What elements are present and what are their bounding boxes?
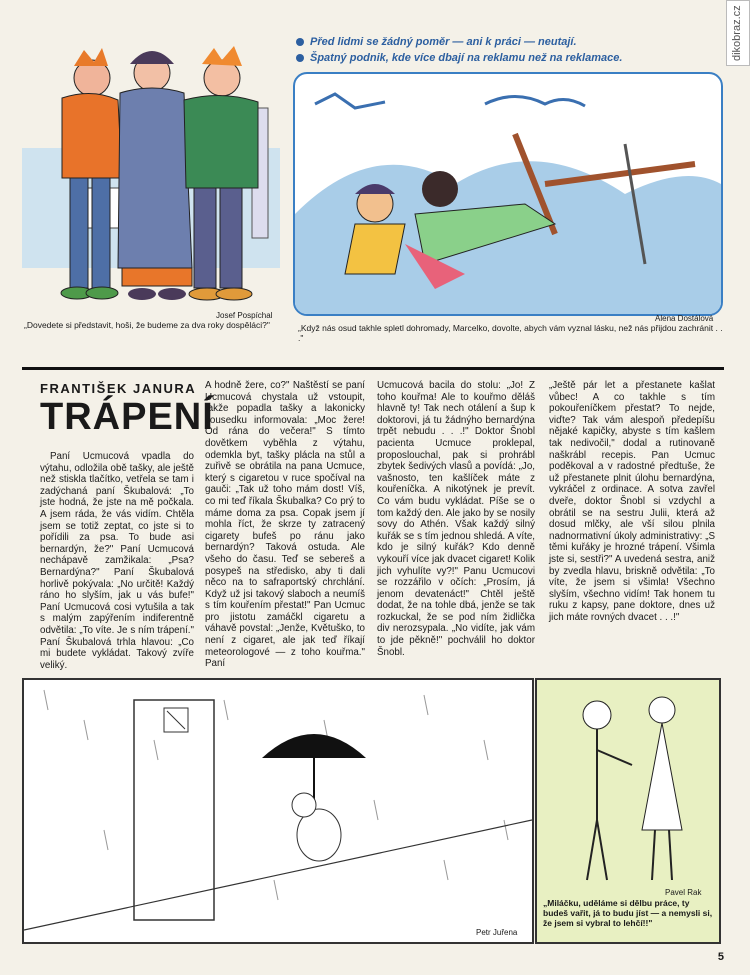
story-column-1	[40, 451, 194, 671]
story-title: TRÁPENÍ	[40, 396, 214, 438]
page-number: 5	[717, 951, 724, 963]
cartoon4-author: Pavel Rak	[665, 888, 702, 897]
story-column-2	[205, 380, 365, 670]
cartoon-couple	[535, 678, 721, 944]
cartoon2-caption: „Když nás osud takhle spletl dohromady, Marcelko, dovolte, abych vám vyznal lásku, než nás přijdou zachránit . . ."	[298, 323, 723, 343]
cartoon-three-boys	[22, 38, 280, 310]
cartoon3-author: Petr Juřena	[476, 928, 518, 937]
story-text-col3: Ucmucová bacila do stolu: „Jo! Z toho kouřma! Ale to kouřmo děláš hlavně ty! Tak nech otálení a šup k doktorovi, já tu žádnýho bernardýna trpět nebudu . . .!" Doktor Šnobl pacienta Ucmuce proklepal, proposlouchal, pak si prohrábl zbytek šedivých vlasů a povídá: „Jo, vašnosto, ten kašlíček máte z kouřeníčka. A nikotýnek je prevít. Co vám budu vykládat. Píše se o tom každý den. Ale jako by se nosily sovy do Athén. Však každý silný kuřák se s tím jednou shledá. A víte, kdo je silný kuřák? Kdo denně vykouří více jak dvacet cigaret! Kolik jich vyhulíte vy?!" Panu Ucmucovi se rozzářilo v očích: „Prosím, já jenom devatenáct!" Chtěl ještě dodat, že na tohle dbá, jenže se tak rozkuckal, že se pod ním židlička div nerozsypala. „No vidíte, jak vám to jde pěkně!" pochválil ho doktor Šnobl.	[377, 380, 535, 658]
story-text-col2: A hodně žere, co?" Naštěstí se paní Ucmucová chystala už vstoupit, takže popadla tašky a lakonicky sousedku informovala: „Moc žere! Od rána do večera!" S tímto dovětkem vyběhla z výtahu, odemkla byt, tašky plácla na stůl a zuřivě se obrátila na pana Ucmuce, který s cigaretou v ruce spočíval na gauči: „Tak už toho mám dost! Víš, co mi teď říkala Škubalka? Co prý to máme doma za psa. Copak jsem jí mohla říct, že skrze ty zatracený cigarety bufeš po ránu jako bernardýn? Taková ostuda. Ale všeho do času. Teď se sebereš a posypeš na středisko, aby ti dali něco na to safraportský chrchlání. Když už jsi takový slaboch a neumíš s tím kouřením přestat!" Pan Ucmuc pro jistotu zamáčkl cigaretu a váhavě povstal: „Jenže, Květuško, to není z cigaret, ale jak teď říkají meteorologové — z toho kouřma." Paní	[205, 380, 365, 670]
section-divider	[22, 367, 724, 370]
story-text-col1: Paní Ucmucová vpadla do výtahu, odložila obě tašky, ale ještě než stiskla tlačítko, vetřela se tam i zadýchaná paní Škubalová: „To jste hodná, že jste na mě počkala. A jsem ráda, že vás vidím. Chtěla jsem se totiž zeptat, co jste si to pořídili za psa. To bude asi bernardýn, že?" Paní Ucmucová nechápavě zamžikala: „Psa? Bernardýna?" Paní Škubalová horlivě pokývala: „No určitě! Každý ráno ho slyším, jak u vás bufe!" Paní Ucmucová cosi vytušila a tak s malým zapýřením indiferentně odvětila: „To víte. Je s ním trápení." Paní Škubalová trhla hlavou: „Co mi budete vykládat. Takový zvíře veliký.	[40, 451, 194, 671]
cartoon4-caption: „Miláčku, uděláme si dělbu práce, ty budeš vařit, já to budu jíst — a nemysli si, že jsem si vybral to lehčí!!"	[543, 898, 713, 928]
cartoon-dog-umbrella	[22, 678, 534, 944]
skiers-illustration	[295, 74, 721, 314]
story-text-col4: „Ještě pár let a přestanete kašlat vůbec! A co takhle s tím pokouřeníčkem přestat? To nejde, viďte? Tak vám alespoň předepíšu nějaké kapičky, abyste s tím kašlem tak nedivočil," dodal a rutinovaně naškrábl recepis. Pan Ucmuc poděkoval a v radostné předtuše, že už přestanete plnit úlohu bernardýna, vykráčel z ordinace. A sotva zavřel dveře, doktor Šnobl si vzdychl a obrátil se na sestru Julii, která až dosud mlčky, ale vší silou plnila nadnormativní úkoly administrativy: „S těmi kuřáky je hrozné trápení. Všimla jste si, sestři?" A uvedená sestra, aniž by zvedla hlavu, briskně odvětila: „To víte, že jsem si všimla! Všechno slyším, všechno vidím! Tak honem tu ruku z kapsy, pane doktore, dnes už jich máte rovných dvacet . . .!"	[549, 380, 715, 623]
story-column-4	[549, 380, 715, 623]
story-author: FRANTIŠEK JANURA	[40, 381, 197, 396]
story-column-3	[377, 380, 535, 658]
cartoon-skiers	[293, 72, 723, 316]
epigrams	[296, 34, 716, 66]
dog-umbrella-illustration	[24, 680, 532, 942]
three-boys-illustration	[22, 38, 280, 310]
cartoon1-caption: „Dovedete si představit, hoši, že budeme za dva roky dospěláci?"	[24, 320, 270, 330]
cartoon2-author: Alena Dostálová	[655, 314, 714, 323]
epigram-2: Špatný podnik, kde více dbají na reklamu než na reklamace.	[296, 50, 716, 66]
site-watermark: dikobraz.cz	[726, 0, 750, 66]
cartoon1-author: Josef Pospíchal	[216, 311, 273, 320]
epigram-1: Před lidmi se žádný poměr — ani k práci — neutají.	[296, 34, 716, 50]
couple-illustration	[537, 680, 719, 890]
